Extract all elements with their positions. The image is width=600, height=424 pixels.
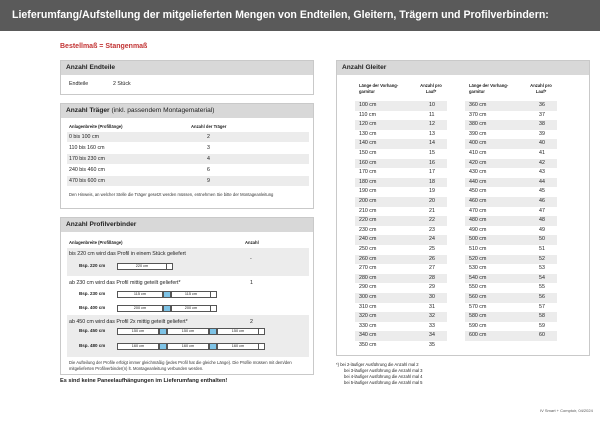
- gleiter-length: 440 cm: [469, 178, 487, 185]
- gleiter-length: 200 cm: [359, 198, 377, 204]
- gleiter-footnote-line: bei 3-läufiger Ausführung die Anzahl mal 3: [344, 368, 423, 373]
- gleiter-count: 50: [539, 236, 545, 243]
- gleiter-count: 45: [539, 188, 545, 195]
- gleiter-count: 59: [539, 322, 545, 329]
- gleiter-count: 60: [539, 332, 545, 339]
- traeger-section: [60, 103, 314, 209]
- profil-r2-example-2: Bsp. 400 cm: [79, 305, 106, 310]
- gleiter-row-left: [355, 331, 447, 341]
- traeger-range: 110 bis 160 cm: [69, 145, 105, 151]
- gleiter-row-right: [465, 283, 557, 293]
- gleiter-count: 10: [429, 102, 435, 108]
- profil-r1-bar: 220 cm: [117, 263, 167, 270]
- endteile-section: [60, 60, 314, 95]
- profil-r3-bar-1c: 150 cm: [217, 328, 259, 335]
- gleiter-length: 510 cm: [469, 246, 487, 252]
- gleiter-count: 21: [429, 207, 435, 214]
- gleiter-row-right: [465, 331, 557, 341]
- profil-r1-text: bis 220 cm wird das Profil in einem Stück geliefert: [69, 251, 186, 257]
- traeger-range: 170 bis 230 cm: [69, 156, 105, 162]
- gleiter-row-left: [355, 322, 447, 332]
- gleiter-row-left: [355, 168, 447, 178]
- gleiter-row-right: [465, 322, 557, 332]
- gleiter-row-right: [465, 187, 557, 197]
- gleiter-count: 42: [539, 159, 545, 166]
- traeger-col-count: Anzahl der Träger: [191, 124, 227, 129]
- gleiter-length: 140 cm: [359, 140, 377, 147]
- gleiter-count: 58: [539, 313, 545, 320]
- gleiter-count: 54: [539, 274, 545, 281]
- gleiter-length: 410 cm: [469, 150, 487, 156]
- footer-note: Es sind keine Paneelaufhängungen im Lieferumfang enthalten!: [60, 378, 228, 384]
- gleiter-length: 310 cm: [359, 303, 377, 310]
- endteile-title: Anzahl Endteile: [61, 61, 313, 75]
- gleiter-count: 51: [539, 246, 545, 252]
- gleiter-length: 450 cm: [469, 188, 487, 195]
- gleiter-length: 120 cm: [359, 121, 377, 128]
- traeger-row: [67, 165, 309, 175]
- gleiter-count: 46: [539, 198, 545, 204]
- gleiter-count: 12: [429, 121, 435, 128]
- traeger-title: Anzahl Träger (inkl. passendem Montagematerial): [61, 104, 313, 118]
- gleiter-count: 17: [429, 169, 435, 176]
- gleiter-length: 580 cm: [469, 313, 487, 320]
- gleiter-length: 500 cm: [469, 236, 487, 243]
- gleiter-length: 600 cm: [469, 332, 487, 339]
- gleiter-row-left: [355, 283, 447, 293]
- traeger-range: 470 bis 600 cm: [69, 178, 105, 184]
- gleiter-length: 300 cm: [359, 294, 377, 300]
- gleiter-count: 48: [539, 217, 545, 224]
- gleiter-length: 250 cm: [359, 246, 377, 252]
- gleiter-row-right: [465, 130, 557, 140]
- gleiter-footnote-line: *) bei 2-läufiger Ausführung die Anzahl mal 2: [336, 362, 419, 367]
- profil-r2-connector-2: [163, 305, 171, 312]
- gleiter-length: 470 cm: [469, 207, 487, 214]
- traeger-row: [67, 176, 309, 186]
- gleiter-count: 34: [429, 332, 435, 339]
- gleiter-row-left: [355, 197, 447, 207]
- gleiter-row-right: [465, 149, 557, 159]
- gleiter-count: 30: [429, 294, 435, 300]
- gleiter-length: 520 cm: [469, 255, 487, 262]
- gleiter-row-left: [355, 178, 447, 188]
- gleiter-count: 25: [429, 246, 435, 252]
- gleiter-count: 41: [539, 150, 545, 156]
- gleiter-length: 370 cm: [469, 111, 487, 118]
- gleiter-length: 400 cm: [469, 140, 487, 147]
- gleiter-h-len-right: Länge der Vorhang-garnitur: [469, 83, 509, 94]
- gleiter-length: 320 cm: [359, 313, 377, 320]
- gleiter-length: 100 cm: [359, 102, 377, 108]
- profil-r3-bar-1b: 150 cm: [167, 328, 209, 335]
- traeger-col-range: Anlagenbreite (Profillänge): [69, 124, 123, 129]
- gleiter-length: 390 cm: [469, 130, 487, 137]
- gleiter-row-left: [355, 187, 447, 197]
- profil-r2-bar-1b: 115 cm: [171, 291, 211, 298]
- profil-r3-example-1: Bsp. 450 cm: [79, 328, 106, 333]
- gleiter-footnote-line: bei 5-läufiger Ausführung die Anzahl mal 5: [344, 380, 423, 385]
- gleiter-length: 430 cm: [469, 169, 487, 176]
- gleiter-length: 560 cm: [469, 294, 487, 300]
- gleiter-row-left: [355, 274, 447, 284]
- gleiter-length: 170 cm: [359, 169, 377, 176]
- gleiter-count: 52: [539, 255, 545, 262]
- profil-r2-text: ab 230 cm wird das Profil mittig geteilt geliefert*: [69, 280, 181, 286]
- gleiter-length: 540 cm: [469, 274, 487, 281]
- gleiter-count: 35: [429, 342, 435, 348]
- traeger-row: [67, 154, 309, 164]
- gleiter-row-right: [465, 235, 557, 245]
- page-header: Lieferumfang/Aufstellung der mitgelieferten Mengen von Endteilen, Gleitern, Trägern und Profilverbindern:: [0, 0, 600, 31]
- profil-r3-bar-2a: 160 cm: [117, 343, 159, 350]
- profil-section: [60, 217, 314, 375]
- gleiter-count: 31: [429, 303, 435, 310]
- gleiter-row-left: [355, 255, 447, 265]
- profil-r2-cap-2: [211, 305, 217, 312]
- profil-r3-connector-2a: [159, 343, 167, 350]
- gleiter-length: 380 cm: [469, 121, 487, 128]
- gleiter-title: Anzahl Gleiter: [337, 61, 589, 75]
- gleiter-row-left: [355, 303, 447, 313]
- gleiter-row-right: [465, 293, 557, 303]
- gleiter-length: 490 cm: [469, 226, 487, 233]
- profil-r3-connector-2b: [209, 343, 217, 350]
- profil-r2-count: 1: [250, 280, 253, 286]
- gleiter-row-right: [465, 216, 557, 226]
- gleiter-length: 220 cm: [359, 217, 377, 224]
- gleiter-row-left: [355, 235, 447, 245]
- gleiter-count: 16: [429, 159, 435, 166]
- gleiter-row-left: [355, 207, 447, 217]
- traeger-row: [67, 143, 309, 153]
- gleiter-h-cnt-right: Anzahl pro Lauf*: [530, 83, 552, 94]
- gleiter-row-left: [355, 264, 447, 274]
- traeger-note: Den Hinweis, an welcher Stelle die Träger gesetzt werden müssen, entnehmen Sie bitte der Montageanleitung: [69, 192, 274, 197]
- gleiter-length: 280 cm: [359, 274, 377, 281]
- gleiter-row-left: [355, 226, 447, 236]
- gleiter-length: 130 cm: [359, 130, 377, 137]
- profil-r2-connector-1: [163, 291, 171, 298]
- gleiter-length: 150 cm: [359, 150, 377, 156]
- profil-note: Die Aufteilung der Profile erfolgt immer gleichmäßig (jedes Profil hat die gleiche Länge). Die Profile müssen mit dem/den mitgelieferten Profilverbinder(n) lt. Montageanleitung verbunden werden.: [69, 360, 292, 371]
- gleiter-count: 47: [539, 207, 545, 214]
- brand-note: IV Smart + Comptoir, 04/2024: [540, 408, 593, 413]
- gleiter-row-left: [355, 130, 447, 140]
- endteile-label: Endteile: [69, 81, 89, 87]
- gleiter-count: 11: [429, 111, 435, 118]
- gleiter-row-right: [465, 207, 557, 217]
- gleiter-count: 40: [539, 140, 545, 147]
- gleiter-row-left: [355, 159, 447, 169]
- gleiter-length: 230 cm: [359, 226, 377, 233]
- gleiter-count: 55: [539, 284, 545, 291]
- gleiter-length: 180 cm: [359, 178, 377, 185]
- gleiter-length: 360 cm: [469, 102, 487, 108]
- profil-r3-bar-2b: 160 cm: [167, 343, 209, 350]
- profil-r1-count: -: [250, 256, 252, 262]
- profil-r3-cap-1: [259, 328, 265, 335]
- gleiter-row-right: [465, 264, 557, 274]
- gleiter-row-left: [355, 149, 447, 159]
- gleiter-length: 190 cm: [359, 188, 377, 195]
- gleiter-count: 15: [429, 150, 435, 156]
- profil-r3-connector-1b: [209, 328, 217, 335]
- gleiter-row-right: [465, 101, 557, 111]
- gleiter-count: 23: [429, 226, 435, 233]
- gleiter-count: 18: [429, 178, 435, 185]
- gleiter-length: 460 cm: [469, 198, 487, 204]
- gleiter-count: 49: [539, 226, 545, 233]
- gleiter-length: 530 cm: [469, 265, 487, 272]
- traeger-count: 4: [207, 156, 210, 162]
- gleiter-length: 330 cm: [359, 322, 377, 329]
- gleiter-row-right: [465, 139, 557, 149]
- gleiter-row-right: [465, 245, 557, 255]
- gleiter-count: 33: [429, 322, 435, 329]
- gleiter-h-cnt-left: Anzahl pro Lauf*: [420, 83, 442, 94]
- gleiter-count: 28: [429, 274, 435, 281]
- profil-r2-bar-2b: 200 cm: [171, 305, 211, 312]
- gleiter-length: 260 cm: [359, 255, 377, 262]
- gleiter-count: 13: [429, 130, 435, 137]
- gleiter-footnote-line: bei 4-läufiger Ausführung die Anzahl mal 4: [344, 374, 423, 379]
- gleiter-length: 420 cm: [469, 159, 487, 166]
- gleiter-row-right: [465, 255, 557, 265]
- profil-r2-example-1: Bsp. 230 cm: [79, 291, 106, 296]
- gleiter-count: 38: [539, 121, 545, 128]
- gleiter-length: 550 cm: [469, 284, 487, 291]
- gleiter-row-right: [465, 197, 557, 207]
- gleiter-length: 480 cm: [469, 217, 487, 224]
- profil-r1-cap: [167, 263, 173, 270]
- profil-r1-example: Bsp. 220 cm: [79, 263, 106, 268]
- gleiter-count: 53: [539, 265, 545, 272]
- traeger-count: 3: [207, 145, 210, 151]
- gleiter-row-right: [465, 159, 557, 169]
- gleiter-count: 20: [429, 198, 435, 204]
- gleiter-count: 14: [429, 140, 435, 147]
- gleiter-row-left: [355, 312, 447, 322]
- profil-title: Anzahl Profilverbinder: [61, 218, 313, 232]
- traeger-count: 9: [207, 178, 210, 184]
- traeger-range: 0 bis 100 cm: [69, 134, 100, 140]
- gleiter-count: 26: [429, 255, 435, 262]
- gleiter-length: 270 cm: [359, 265, 377, 272]
- gleiter-row-right: [465, 120, 557, 130]
- gleiter-row-left: [355, 293, 447, 303]
- profil-r3-cap-2: [259, 343, 265, 350]
- gleiter-row-right: [465, 111, 557, 121]
- gleiter-count: 22: [429, 217, 435, 224]
- endteile-value: 2 Stück: [113, 81, 131, 87]
- profil-r2-bar-2a: 200 cm: [117, 305, 163, 312]
- gleiter-count: 57: [539, 303, 545, 310]
- gleiter-count: 19: [429, 188, 435, 195]
- gleiter-section: [336, 60, 590, 356]
- profil-r3-count: 2: [250, 319, 253, 325]
- gleiter-count: 39: [539, 130, 545, 137]
- gleiter-count: 56: [539, 294, 545, 300]
- gleiter-row-left: [355, 245, 447, 255]
- gleiter-count: 29: [429, 284, 435, 291]
- gleiter-row-right: [465, 312, 557, 322]
- gleiter-row-right: [465, 168, 557, 178]
- gleiter-count: 43: [539, 169, 545, 176]
- profil-r3-example-2: Bsp. 480 cm: [79, 343, 106, 348]
- gleiter-length: 240 cm: [359, 236, 377, 243]
- gleiter-row-left: [355, 139, 447, 149]
- traeger-range: 240 bis 460 cm: [69, 167, 105, 173]
- gleiter-count: 37: [539, 111, 545, 118]
- gleiter-row-left: [355, 111, 447, 121]
- gleiter-row-right: [465, 226, 557, 236]
- gleiter-length: 590 cm: [469, 322, 487, 329]
- gleiter-count: 27: [429, 265, 435, 272]
- profil-r2-cap-1: [211, 291, 217, 298]
- gleiter-length: 350 cm: [359, 342, 377, 348]
- profil-r2-bar-1a: 115 cm: [117, 291, 163, 298]
- traeger-count: 2: [207, 134, 210, 140]
- gleiter-length: 210 cm: [359, 207, 377, 214]
- gleiter-length: 570 cm: [469, 303, 487, 310]
- gleiter-row-right: [465, 178, 557, 188]
- profil-col-count: Anzahl: [245, 240, 259, 245]
- gleiter-length: 110 cm: [359, 111, 376, 118]
- subtitle: Bestellmaß = Stangenmaß: [60, 43, 148, 50]
- profil-r3-bar-1a: 150 cm: [117, 328, 159, 335]
- gleiter-row-left: [355, 101, 447, 111]
- traeger-row: [67, 132, 309, 142]
- gleiter-length: 290 cm: [359, 284, 377, 291]
- profil-r3-connector-1a: [159, 328, 167, 335]
- gleiter-row-right: [465, 303, 557, 313]
- gleiter-h-len-left: Länge der Vorhang-garnitur: [359, 83, 399, 94]
- gleiter-length: 340 cm: [359, 332, 377, 339]
- gleiter-count: 24: [429, 236, 435, 243]
- gleiter-row-left: [355, 216, 447, 226]
- profil-col-range: Anlagenbreite (Profillänge): [69, 240, 123, 245]
- gleiter-count: 36: [539, 102, 545, 108]
- gleiter-count: 32: [429, 313, 435, 320]
- gleiter-length: 160 cm: [359, 159, 377, 166]
- gleiter-row-left: [355, 341, 447, 351]
- gleiter-row-right: [465, 274, 557, 284]
- gleiter-row-left: [355, 120, 447, 130]
- profil-r3-text: ab 450 cm wird das Profil 2x mittig geteilt geliefert*: [69, 319, 188, 325]
- traeger-count: 6: [207, 167, 210, 173]
- gleiter-count: 44: [539, 178, 545, 185]
- profil-r3-bar-2c: 160 cm: [217, 343, 259, 350]
